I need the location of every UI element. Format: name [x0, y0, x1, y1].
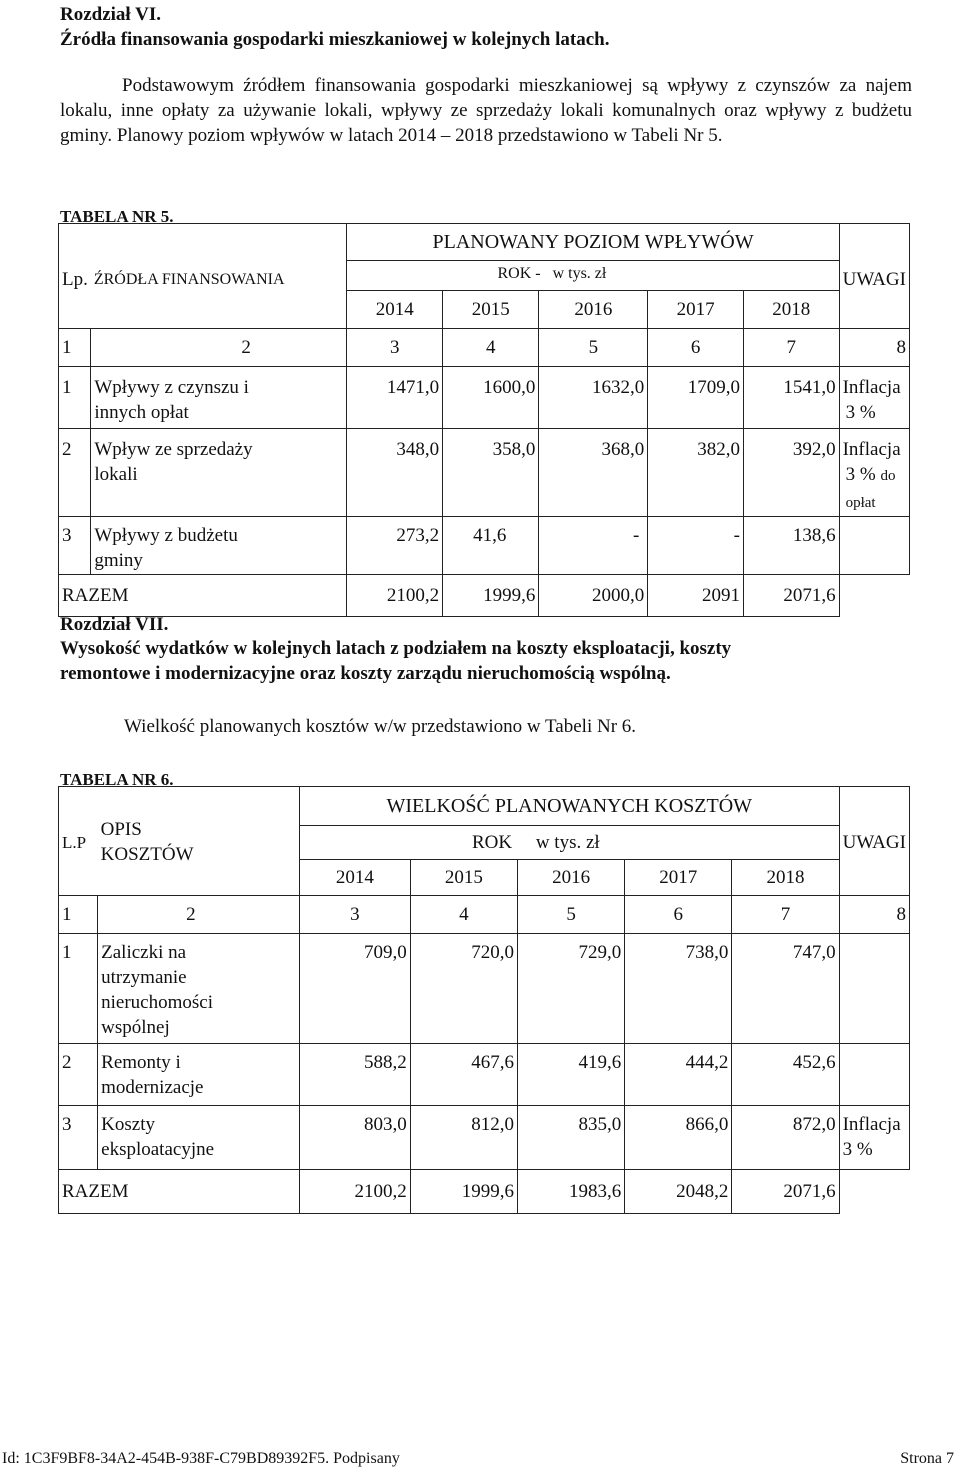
row-remarks-line: Inflacja: [842, 439, 901, 460]
column-number: 7: [743, 329, 839, 367]
lp-header: Lp.: [59, 224, 91, 329]
row-value: 588,2: [299, 1044, 410, 1106]
row-remarks-extra: do opłat: [845, 468, 896, 511]
total-label: RAZEM: [59, 1170, 300, 1214]
row-source-line: lokali: [94, 464, 138, 485]
remarks-header: UWAGI: [839, 224, 909, 329]
column-number: 6: [625, 896, 732, 934]
total-value: 2100,2: [347, 575, 443, 617]
column-number: 2: [98, 896, 300, 934]
year-header: 2016: [539, 291, 648, 329]
row-value: 452,6: [732, 1044, 839, 1106]
table-row: [59, 517, 910, 575]
row-description: [98, 1044, 300, 1106]
row-value: 1471,0: [347, 367, 443, 429]
row-value: 872,0: [732, 1106, 839, 1170]
row-remarks: [839, 1044, 909, 1106]
year-header: 2015: [410, 860, 517, 896]
description-header-line: OPIS: [100, 819, 142, 840]
row-value: 358,0: [443, 429, 539, 517]
row-value: 1541,0: [743, 367, 839, 429]
table-row: [59, 1106, 910, 1170]
row-source-line: Wpływ ze sprzedaży: [94, 439, 253, 460]
column-number: 2: [91, 329, 347, 367]
year-header: 2017: [648, 291, 744, 329]
year-header: 2014: [299, 860, 410, 896]
row-remarks: [839, 934, 909, 1044]
total-label: RAZEM: [59, 575, 347, 617]
total-value: 2000,0: [539, 575, 648, 617]
remarks-header: UWAGI: [839, 787, 909, 896]
table-row: [59, 1044, 910, 1106]
row-value: 1632,0: [539, 367, 648, 429]
total-value: 1983,6: [518, 1170, 625, 1214]
row-remarks-line: 3 %: [845, 464, 876, 485]
chapter-7-title-line-1: Wysokość wydatków w kolejnych latach z podziałem na koszty eksploatacji, koszty: [60, 638, 732, 659]
column-number: 1: [59, 896, 98, 934]
column-number: 4: [443, 329, 539, 367]
row-value: 419,6: [518, 1044, 625, 1106]
column-number: 7: [732, 896, 839, 934]
chapter-7-intro: Wielkość planowanych kosztów w/w przedstawiono w Tabeli Nr 6.: [124, 716, 637, 737]
row-description-line: eksploatacyjne: [101, 1139, 215, 1160]
description-header: [98, 787, 300, 896]
row-value: 729,0: [518, 934, 625, 1044]
row-value: 747,0: [732, 934, 839, 1044]
row-value: 1600,0: [443, 367, 539, 429]
column-number: 5: [539, 329, 648, 367]
total-value: 1999,6: [443, 575, 539, 617]
total-value: 2048,2: [625, 1170, 732, 1214]
total-value: 2071,6: [743, 575, 839, 617]
total-row: [59, 575, 910, 617]
total-row: [59, 1170, 910, 1214]
year-header: 2014: [347, 291, 443, 329]
row-remarks-line: 3 %: [845, 402, 876, 423]
row-value: 348,0: [347, 429, 443, 517]
row-value: 812,0: [410, 1106, 517, 1170]
row-description-line: Koszty: [101, 1114, 155, 1135]
table-6-label: TABELA NR 6.: [60, 770, 174, 789]
unit-tys: w tys. zł: [552, 265, 607, 282]
chapter-6-title: Źródła finansowania gospodarki mieszkaniowej w kolejnych latach.: [60, 29, 610, 50]
row-value: 444,2: [625, 1044, 732, 1106]
row-value: -: [539, 517, 648, 575]
row-value: 368,0: [539, 429, 648, 517]
column-number: 4: [410, 896, 517, 934]
unit-header: [347, 261, 839, 291]
planned-costs-header: WIELKOŚĆ PLANOWANYCH KOSZTÓW: [299, 787, 839, 826]
row-source: [91, 367, 347, 429]
row-remarks: [839, 429, 909, 517]
unit-rok: ROK -: [497, 265, 541, 282]
unit-rok: ROK: [471, 832, 513, 853]
row-description-line: wspólnej: [101, 1017, 170, 1038]
row-description: [98, 934, 300, 1044]
table-6: [58, 786, 910, 1214]
total-value: 2091: [648, 575, 744, 617]
row-value: 835,0: [518, 1106, 625, 1170]
unit-tys: w tys. zł: [535, 832, 600, 853]
row-source-line: gminy: [94, 550, 143, 571]
total-value: 2071,6: [732, 1170, 839, 1214]
row-remarks-line: 3 %: [842, 1139, 873, 1160]
table-row: [59, 367, 910, 429]
column-number: 3: [347, 329, 443, 367]
lp-header: L.P: [59, 787, 98, 896]
row-description: [98, 1106, 300, 1170]
row-value: 709,0: [299, 934, 410, 1044]
description-header-line: KOSZTÓW: [100, 844, 194, 865]
chapter-6-heading: Rozdział VI.: [60, 4, 161, 25]
row-value: 41,6: [443, 517, 539, 575]
row-description-line: modernizacje: [101, 1077, 204, 1098]
column-number: 5: [518, 896, 625, 934]
row-remarks: [839, 1106, 909, 1170]
unit-header: [299, 826, 839, 860]
row-value: 1709,0: [648, 367, 744, 429]
row-lp: 3: [59, 517, 91, 575]
row-value: 273,2: [347, 517, 443, 575]
document-id: Id: 1C3F9BF8-34A2-454B-938F-C79BD89392F5. Podpisany: [2, 1450, 400, 1467]
chapter-6-paragraph: Podstawowym źródłem finansowania gospodarki mieszkaniowej są wpływy z czynszów za najem lokalu, inne opłaty za używanie lokali, wpływy ze sprzedaży lokali komunalnych oraz wpływy z budżetu gminy. Planowy poziom wpływów w latach 2014 – 2018 przedstawiono w Tabeli Nr 5.: [60, 75, 912, 146]
row-remarks-line: Inflacja: [842, 377, 901, 398]
chapter-7-heading: Rozdział VII.: [60, 614, 169, 635]
row-source-line: innych opłat: [94, 402, 189, 423]
row-value: -: [648, 517, 744, 575]
row-value: 392,0: [743, 429, 839, 517]
row-lp: 2: [59, 1044, 98, 1106]
row-source: [91, 517, 347, 575]
row-value: 866,0: [625, 1106, 732, 1170]
empty-cell: [839, 575, 909, 617]
row-remarks-line: Inflacja: [842, 1114, 901, 1135]
row-lp: 2: [59, 429, 91, 517]
column-number: 8: [839, 329, 909, 367]
year-header: 2016: [518, 860, 625, 896]
row-value: 138,6: [743, 517, 839, 575]
row-lp: 1: [59, 934, 98, 1044]
column-number: 1: [59, 329, 91, 367]
row-value: 720,0: [410, 934, 517, 1044]
row-description-line: Remonty i: [101, 1052, 181, 1073]
table-row: [59, 429, 910, 517]
row-value: 738,0: [625, 934, 732, 1044]
source-header: ŹRÓDŁA FINANSOWANIA: [91, 224, 347, 329]
column-number: 8: [839, 896, 909, 934]
row-description-line: nieruchomości: [101, 992, 213, 1013]
year-header: 2018: [743, 291, 839, 329]
row-remarks: [839, 517, 909, 575]
table-5-label: TABELA NR 5.: [60, 207, 174, 226]
row-value: 382,0: [648, 429, 744, 517]
row-value: 467,6: [410, 1044, 517, 1106]
row-value: 803,0: [299, 1106, 410, 1170]
year-header: 2015: [443, 291, 539, 329]
year-header: 2018: [732, 860, 839, 896]
row-remarks: [839, 367, 909, 429]
column-number: 3: [299, 896, 410, 934]
row-lp: 1: [59, 367, 91, 429]
page-number: Strona 7: [900, 1450, 954, 1467]
row-source-line: Wpływy z budżetu: [94, 525, 238, 546]
row-description-line: Zaliczki na: [101, 942, 187, 963]
year-header: 2017: [625, 860, 732, 896]
total-value: 1999,6: [410, 1170, 517, 1214]
table-row: [59, 934, 910, 1044]
column-number: 6: [648, 329, 744, 367]
table-5: [58, 223, 910, 617]
planned-income-header: PLANOWANY POZIOM WPŁYWÓW: [347, 224, 839, 261]
chapter-7-title-line-2: remontowe i modernizacyjne oraz koszty zarządu nieruchomością wspólną.: [60, 663, 671, 684]
empty-cell: [839, 1170, 909, 1214]
row-description-line: utrzymanie: [101, 967, 187, 988]
row-lp: 3: [59, 1106, 98, 1170]
row-source: [91, 429, 347, 517]
total-value: 2100,2: [299, 1170, 410, 1214]
row-source-line: Wpływy z czynszu i: [94, 377, 249, 398]
